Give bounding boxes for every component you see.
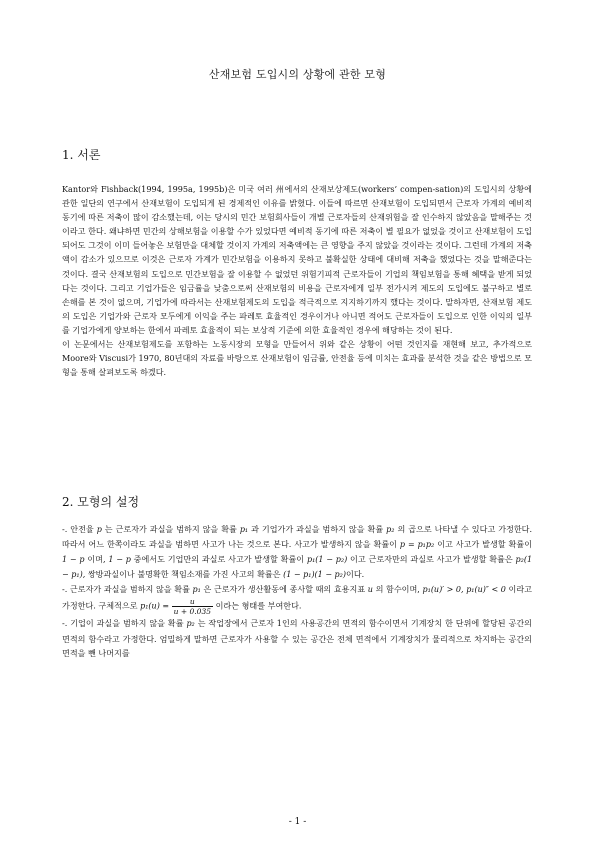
equation-first-derivative: p₁(u)′ > 0,	[422, 585, 464, 595]
equation-both-fault: (1 − p₁)(1 − p₂)	[283, 570, 347, 580]
symbol-p2: p₂	[386, 525, 395, 534]
paper-title: 산재보험 도입시의 상황에 관한 모형	[208, 68, 387, 81]
symbol-p: p	[96, 525, 102, 534]
introduction-body	[62, 182, 532, 379]
assumption-firm-fault-probability: -. 기업이 과실을 범하지 않을 확률 p₂ 는 작업장에서 근로자 1인의 사용공간의 면적의 함수이면서 기계장치 한 단위에 할당된 공간의 면적의 함수라고 가정한다. 엄밀하게 말하면 근로자가 사용할 수 있는 공간은 전체 면적에서 기계장치가 물리적으로 차지하는 공간의 면적을 뺀 나머지를	[62, 618, 532, 658]
equation-worker-fault: p₂(1 − p₁),	[62, 555, 533, 580]
assumption-worker-fault-probability: -. 근로자가 과실을 범하지 않을 확률 p₁ 은 근로자가 생산활동에 종사할 때의 효용지표 u 의 함수이며, p₁(u)′ > 0, p₁(u)″ < 0 이라고 가정한다. 구체적으로 p₁(u) = $\frac{u}{u + 0.035}$ 이라는 형태를 부여한다.	[62, 584, 532, 617]
equation-p1-function: p₁(u) =	[140, 601, 170, 611]
equation-p-product: p = p₁p₂	[399, 540, 435, 550]
equation-one-minus-p: 1 − p	[62, 555, 85, 565]
introduction-paragraph-2: 이 논문에서는 산재보험제도를 포함하는 노동시장의 모형을 만들어서 위와 같은 상황이 어떤 것인지를 재현해 보고, 추가적으로 Moore와 Viscusi가 1970, 80년대의 자료를 바탕으로 산재보험이 임금률, 안전율 등에 미치는 효과를 분석한 것을 같은 방법으로 모형을 통해 살펴보도록 하겠다.	[62, 339, 532, 378]
model-setup-body	[62, 522, 532, 660]
page-number: - 1 -	[288, 817, 307, 827]
section-heading-model-setup: 2. 모형의 설정	[62, 495, 140, 509]
introduction-paragraph-1: Kantor와 Fishback(1994, 1995a, 1995b)은 미국 여러 州에서의 산재보상제도(workers’ compen-sation)의 도입시의 상황에 관한 일단의 연구에서 산재보험이 도입되게 된 경제적인 이유를 밝혔다. 이들에 따르면 산재보험이 도입되면서 근로자 가계의 예비적 동기에 따른 저축이 많이 감소했는데, 이는 당시의 민간 보험회사들이 개별 근로자들의 산재위험을 잘 인수하지 않았음을 말해주는 것이라고 한다. 왜냐하면 민간의 상해보험을 이용할 수가 있었다면 예비적 동기에 따른 저축이 별 필요가 없었을 것이고 산재보험이 도입되어도 그것이 이미 들어놓은 보험만을 대체할 것이지 가계의 저축액에는 큰 영향을 주지 않았을 것이라는 것이다. 그런데 가계의 저축액이 감소가 있으므로 이것은 근로자 가계가 민간보험을 이용하지 못하고 불확실한 상태에 대비해 저축을 했었다는 것을 말해준다는 것이다. 결국 산재보험의 도입으로 민간보험을 잘 이용할 수 없었던 위험기피적 근로자들이 기업의 책임보험을 통해 혜택을 받게 되었다는 것이다. 그리고 기업가들은 임금률을 낮춤으로써 산재보험의 비용을 근로자에게 일부 전가시켜 제도의 도입에도 불구하고 별로 손해를 본 것이 없으며, 기업가에 따라서는 산재보험제도의 도입을 적극적으로 지지하기까지 했다는 것이다. 말하자면, 산재보험 제도의 도입은 기업가와 근로자 모두에게 이익을 주는 파레토 효율적인 경우이거나 아니면 적어도 근로자들이 도입으로 인한 이익의 일부를 기업가에게 양보하는 한에서 파레토 효율적이 되는 보상적 기준에 의한 효율적인 경우에 해당하는 것이 된다.	[62, 184, 532, 335]
section-heading-introduction: 1. 서론	[62, 148, 101, 162]
equation-firm-fault: p₁(1 − p₂)	[306, 555, 348, 565]
assumption-safety-rate: -. 안전율 p 는 근로자가 과실을 범하지 않을 확률 p₁ 과 기업가가 과실을 범하지 않을 확률 p₂ 의 곱으로 나타낼 수 있다고 가정한다. 따라서 어느 한쪽이라도 과실을 범하면 사고가 나는 것으로 본다. 사고가 발생하지 않을 확률이 p = p₁p₂ 이고 사고가 발생할 확률이 1 − p 이며, 1 − p 중에서도 기업만의 과실로 사고가 발생할 확률이 p₁(1 − p₂) 이고 근로자만의 과실로 사고가 발생할 확률은 p₂(1 − p₁), 쌍방과실이나 불명확한 책임소재를 가진 사고의 확률은 (1 − p₁)(1 − p₂)이다.	[62, 524, 533, 580]
equation-second-derivative: p₁(u)″ < 0	[466, 585, 506, 595]
equation-one-minus-p-2: 1 − p	[108, 555, 131, 565]
fraction-p1: $\frac{u}{u + 0.035}$	[173, 597, 211, 617]
symbol-p1: p₁	[239, 525, 249, 534]
